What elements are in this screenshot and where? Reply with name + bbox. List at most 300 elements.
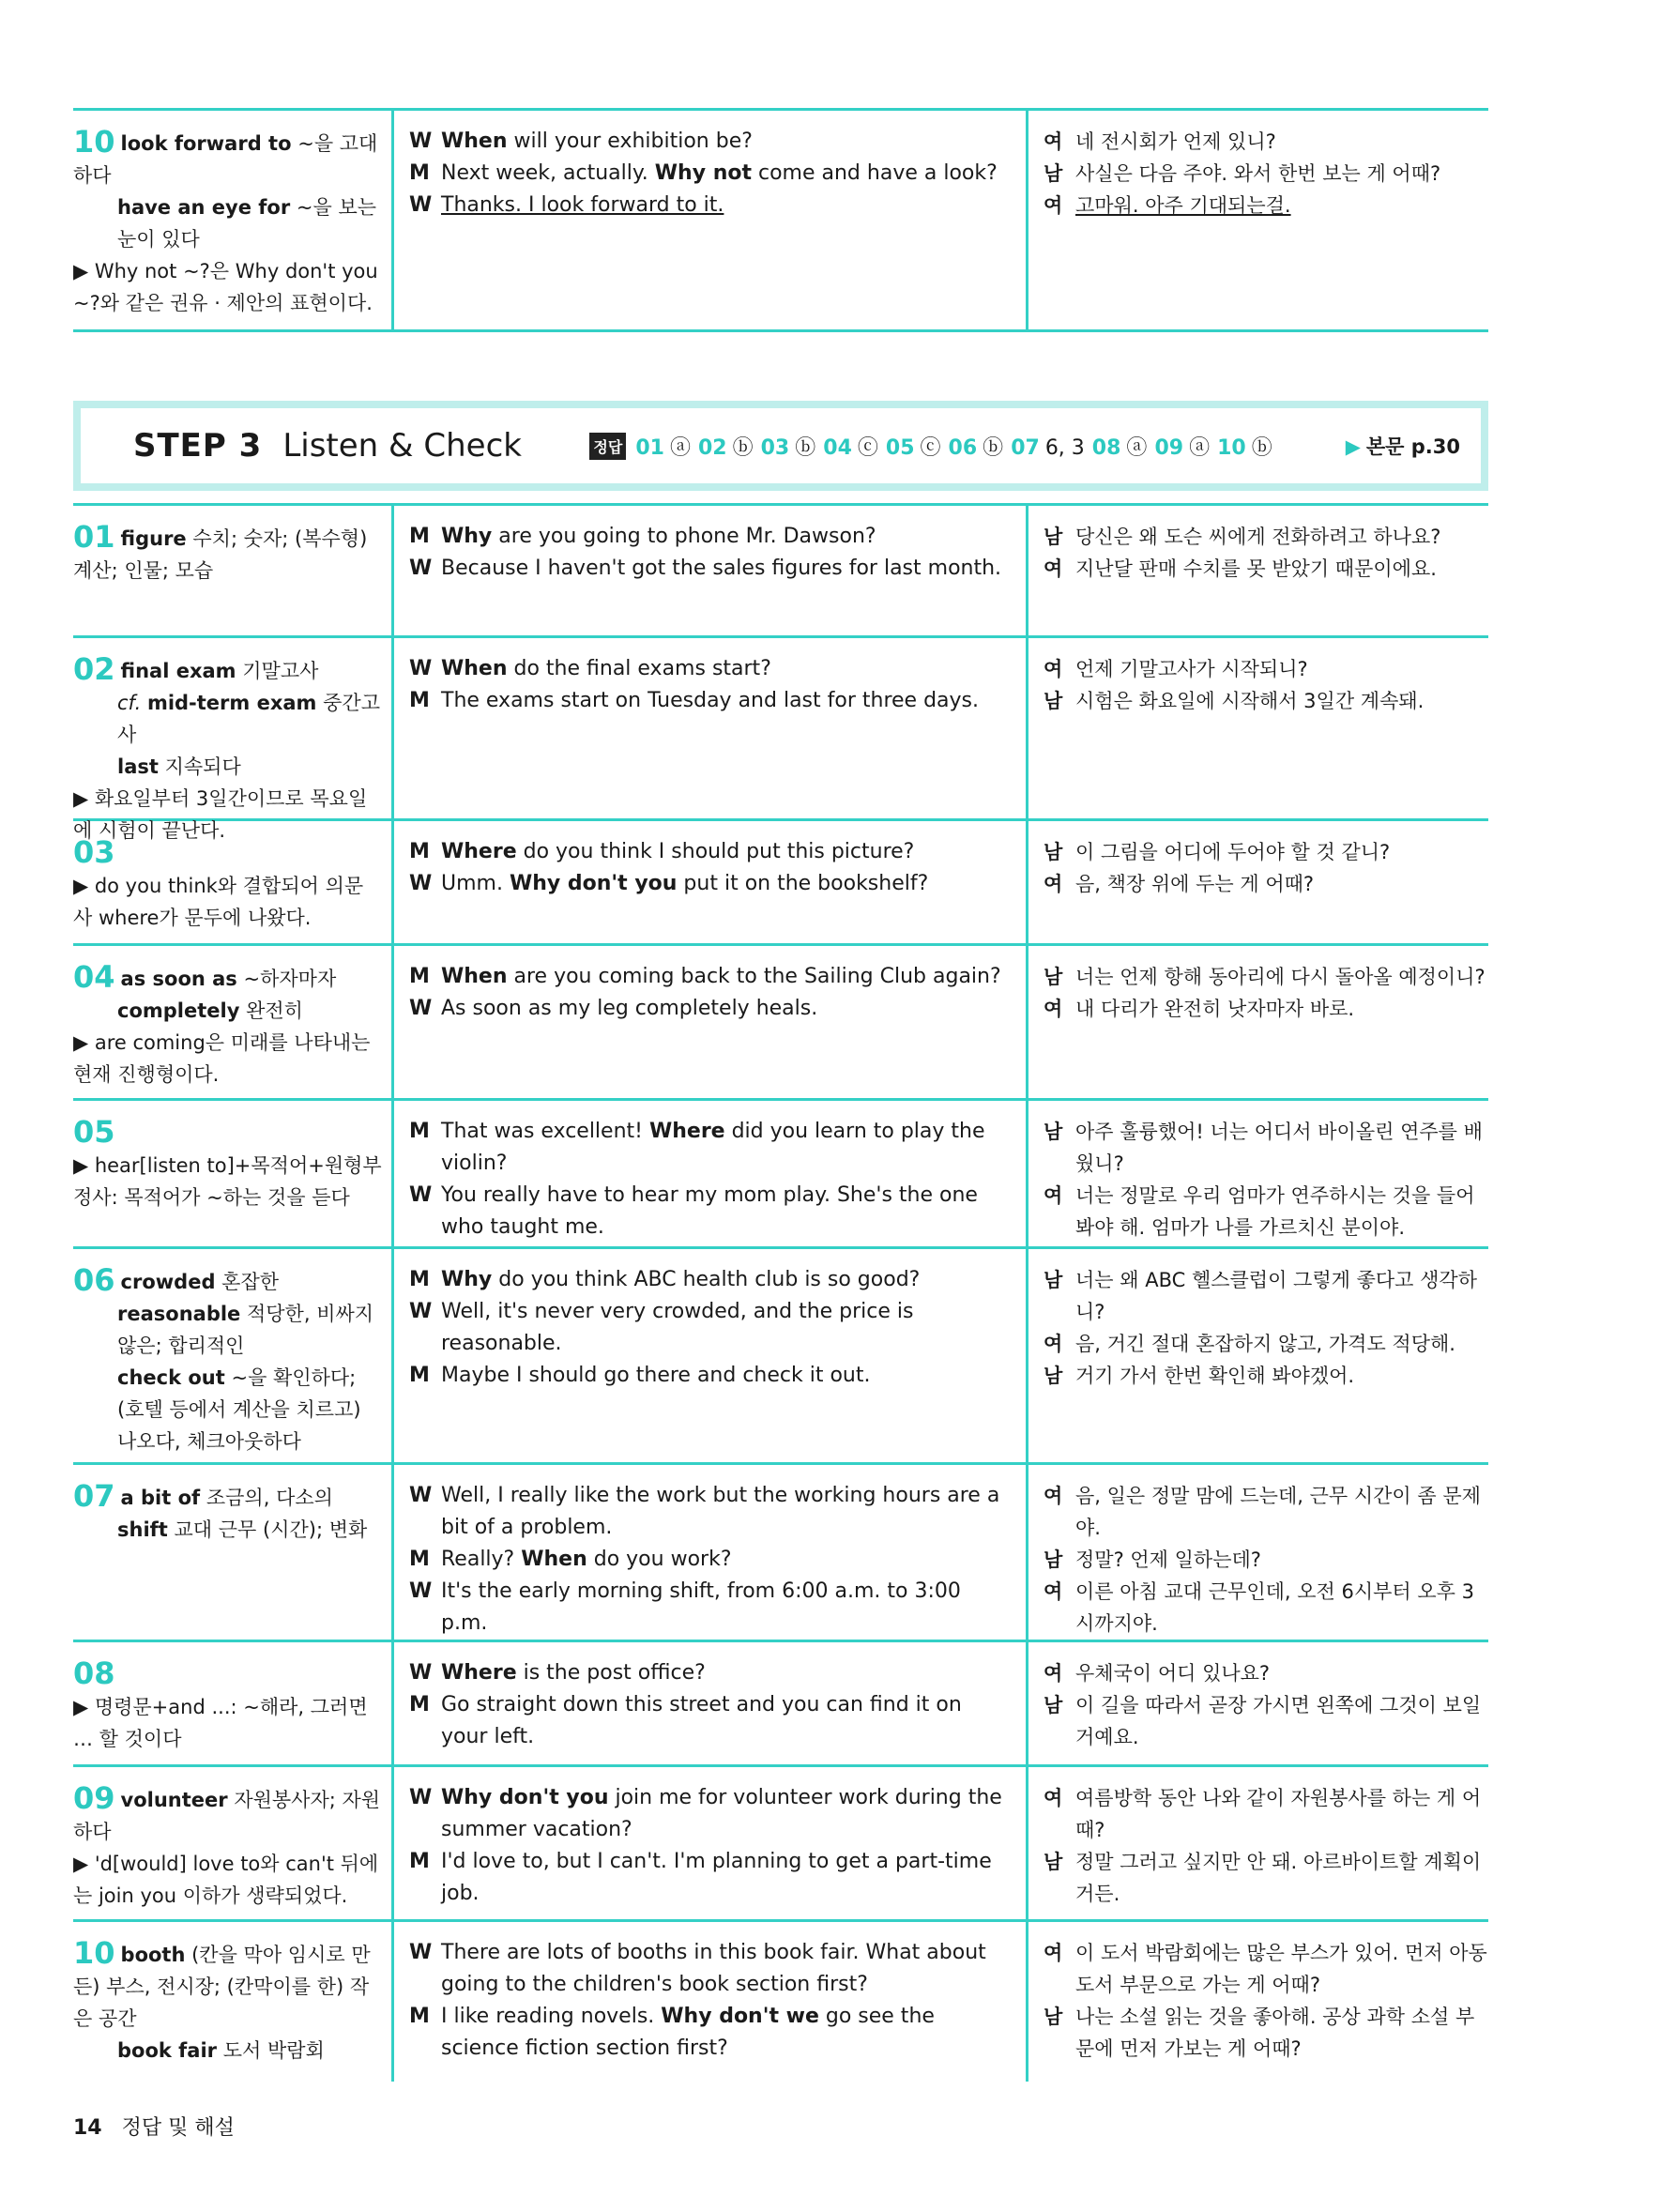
dialogue-cell — [394, 111, 1028, 329]
speaker-label: W — [409, 130, 433, 153]
vocab-line — [73, 1264, 382, 1298]
translation-cell — [1028, 1465, 1488, 1640]
dialogue-line — [409, 158, 1013, 190]
dialogue-line — [409, 1264, 1013, 1296]
dialogue-line — [409, 126, 1013, 158]
dialogue-line — [409, 868, 1013, 900]
vocab-cell — [73, 946, 394, 1098]
translation-text: 너는 왜 ABC 헬스클럽이 그렇게 좋다고 생각하니? — [1075, 1269, 1477, 1323]
vocab-line — [73, 751, 382, 783]
arrow-right-icon: ▶ — [1345, 435, 1361, 458]
vocab-meaning: ~을 보는 눈이 있다 — [117, 196, 377, 251]
entry-number: 09 — [73, 1780, 115, 1816]
question-word: When — [521, 1548, 587, 1571]
vocab-line — [73, 1362, 382, 1457]
dialogue-text — [441, 993, 1013, 1025]
vocab-meaning: ~하자마자 — [243, 968, 337, 990]
dialogue-cell — [394, 946, 1028, 1098]
dialogue-rest: There are lots of booths in this book fair. What about going to the children's book section first? — [441, 1941, 986, 1996]
speaker-label-ko: 여 — [1044, 1580, 1063, 1603]
answer-number: 09 — [1154, 435, 1184, 460]
dialogue-line — [409, 1846, 1013, 1910]
dialogue-text — [441, 1782, 1013, 1846]
speaker-label: W — [409, 193, 433, 217]
translation-line — [1044, 868, 1488, 900]
entry-number: 05 — [73, 1114, 115, 1150]
question-word: When — [441, 657, 508, 680]
answer-item — [1011, 436, 1085, 460]
dialogue-text — [441, 126, 1013, 158]
vocab-meaning: 완전히 — [246, 999, 303, 1022]
dialogue-line — [409, 2001, 1013, 2065]
speaker-label-ko: 여 — [1044, 658, 1063, 680]
vocab-term: figure — [120, 527, 187, 550]
vocab-cell — [73, 111, 394, 329]
translation-text: 시험은 화요일에 시작해서 3일간 계속돼. — [1075, 690, 1425, 712]
answer-item — [1092, 436, 1148, 460]
vocab-term: reasonable — [117, 1303, 241, 1325]
dialogue-text — [441, 961, 1013, 993]
vocab-line — [73, 836, 382, 870]
question-word: Why don't you — [509, 872, 678, 895]
dialogue-cell — [394, 506, 1028, 635]
translation-cell — [1028, 506, 1488, 635]
dialogue-cell — [394, 821, 1028, 943]
footer-label: 정답 및 해설 — [121, 2116, 235, 2140]
dialogue-text — [441, 1116, 1013, 1180]
dialogue-text — [441, 685, 1013, 717]
vocab-line — [73, 191, 382, 255]
dialogue-line — [409, 685, 1013, 717]
vocab-term: final exam — [120, 660, 236, 682]
translation-line — [1044, 1937, 1488, 2001]
answer-number: 02 — [697, 435, 727, 460]
vocab-line — [73, 521, 382, 587]
dialogue-text — [441, 521, 1013, 553]
speaker-label: M — [409, 525, 430, 548]
translation-line — [1044, 553, 1488, 585]
vocab-meaning: 조금의, 다소의 — [206, 1487, 333, 1509]
dialogue-pre: Umm. — [441, 872, 510, 895]
dialogue-rest: do you think ABC health club is so good? — [492, 1268, 921, 1291]
vocab-line — [73, 1298, 382, 1362]
question-word: Why don't you — [441, 1786, 609, 1809]
translation-line — [1044, 993, 1488, 1025]
step-title: STEP 3 — [133, 427, 263, 465]
speaker-label: M — [409, 965, 430, 988]
dialogue-rest: do you work? — [587, 1548, 732, 1571]
speaker-label-ko: 남 — [1044, 1851, 1063, 1873]
answer-value: ⓑ — [732, 435, 754, 460]
dialogue-cell — [394, 1249, 1028, 1462]
question-word: Where — [441, 1661, 517, 1685]
grammar-note: ▶ 명령문+and ...: ~해라, 그러면 … 할 것이다 — [73, 1696, 368, 1750]
dialogue-rest: You really have to hear my mom play. She's the one who taught me. — [441, 1183, 978, 1239]
dialogue-line — [409, 1657, 1013, 1689]
answer-value: 6, 3 — [1044, 435, 1085, 460]
speaker-label: M — [409, 840, 430, 863]
question-word: Why — [441, 525, 493, 548]
answer-number: 08 — [1091, 435, 1121, 460]
translation-line — [1044, 1576, 1488, 1640]
speaker-label-ko: 여 — [1044, 998, 1063, 1020]
answer-value: ⓐ — [1189, 435, 1211, 460]
vocab-cell — [73, 1922, 394, 2082]
vocab-term: as soon as — [120, 968, 237, 990]
vocab-line — [73, 1937, 382, 2035]
speaker-label: M — [409, 1548, 430, 1571]
entries-table — [73, 503, 1488, 2082]
vocab-term: booth — [120, 1944, 186, 1966]
dialogue-text — [441, 1689, 1013, 1753]
answer-number: 06 — [948, 435, 978, 460]
dialogue-line — [409, 1480, 1013, 1544]
dialogue-rest: come and have a look? — [752, 161, 998, 185]
vocab-term: a bit of — [120, 1487, 201, 1509]
translation-text: 당신은 왜 도슨 씨에게 전화하려고 하나요? — [1075, 526, 1441, 548]
translation-text: 지난달 판매 수치를 못 받았기 때문이에요. — [1075, 557, 1437, 580]
entry-row — [73, 946, 1488, 1101]
entry-number: 10 — [73, 124, 115, 160]
speaker-label-ko: 여 — [1044, 1333, 1063, 1355]
translation-line — [1044, 685, 1488, 717]
speaker-label-ko: 남 — [1044, 1269, 1063, 1291]
grammar-note: ▶ 'd[would] love to와 can't 뒤에는 join you 이하가 생략되었다. — [73, 1853, 379, 1907]
speaker-label-ko: 남 — [1044, 526, 1063, 548]
vocab-cell — [73, 821, 394, 943]
translation-text: 내 다리가 완전히 낫자마자 바로. — [1075, 998, 1355, 1020]
entry-row — [73, 821, 1488, 946]
translation-text: 아주 훌륭했어! 너는 어디서 바이올린 연주를 배웠니? — [1075, 1121, 1483, 1175]
entry-row — [73, 1922, 1488, 2082]
vocab-meaning: 적당한, 비싸지 않은; 합리적인 — [117, 1303, 374, 1357]
translation-line — [1044, 1116, 1488, 1180]
entry-number: 06 — [73, 1262, 115, 1298]
translation-line — [1044, 1264, 1488, 1328]
speaker-label: M — [409, 1120, 430, 1143]
translation-text: 너는 언제 항해 동아리에 다시 돌아올 예정이니? — [1075, 966, 1486, 988]
dialogue-line — [409, 1544, 1013, 1576]
speaker-label-ko: 여 — [1044, 130, 1063, 153]
vocab-line — [73, 687, 382, 751]
entry-row — [73, 1767, 1488, 1922]
translation-line — [1044, 1544, 1488, 1576]
page-footer — [73, 2112, 235, 2141]
translation-cell — [1028, 1101, 1488, 1246]
dialogue-rest: Maybe I should go there and check it out. — [441, 1364, 871, 1387]
dialogue-rest: put it on the bookshelf? — [677, 872, 929, 895]
speaker-label: W — [409, 1661, 433, 1685]
speaker-label: M — [409, 689, 430, 712]
vocab-line — [73, 995, 382, 1027]
translation-text: 나는 소설 읽는 것을 좋아해. 공상 과학 소설 부문에 먼저 가보는 게 어때? — [1075, 2006, 1475, 2060]
translation-text: 음, 일은 정말 맘에 드는데, 근무 시간이 좀 문제야. — [1075, 1485, 1481, 1539]
dialogue-text — [441, 1360, 1013, 1392]
dialogue-text — [441, 1937, 1013, 2001]
translation-text: 음, 거긴 절대 혼잡하지 않고, 가격도 적당해. — [1075, 1333, 1455, 1355]
answer-underline: 고마워. 아주 기대되는걸. — [1075, 194, 1291, 217]
speaker-label-ko: 남 — [1044, 1365, 1063, 1387]
answer-value: ⓑ — [1251, 435, 1272, 460]
answer-key — [589, 432, 1279, 461]
dialogue-text — [441, 836, 1013, 868]
translation-cell — [1028, 946, 1488, 1098]
vocab-term: last — [117, 755, 159, 778]
answer-number: 01 — [635, 435, 664, 460]
speaker-label-ko: 남 — [1044, 966, 1063, 988]
dialogue-rest: The exams start on Tuesday and last for three days. — [441, 689, 979, 712]
vocab-line — [73, 961, 382, 995]
answer-value: ⓒ — [857, 435, 878, 460]
translation-text: 정말? 언제 일하는데? — [1075, 1548, 1261, 1571]
dialogue-line — [409, 1360, 1013, 1392]
grammar-note: ▶ do you think와 결합되어 의문사 where가 문두에 나왔다. — [73, 875, 364, 929]
answer-value: ⓑ — [983, 435, 1004, 460]
translation-text: 네 전시회가 언제 있니? — [1075, 130, 1276, 153]
answer-item — [698, 436, 754, 460]
step-banner — [73, 401, 1488, 491]
translation-line — [1044, 836, 1488, 868]
question-word: Why not — [654, 161, 752, 185]
vocab-cell — [73, 1767, 394, 1919]
translation-line — [1044, 1180, 1488, 1243]
answer-value: ⓑ — [795, 435, 816, 460]
question-word: Why don't we — [661, 2005, 819, 2028]
question-word: When — [441, 130, 508, 153]
speaker-label: M — [409, 1693, 430, 1716]
dialogue-rest: I'd love to, but I can't. I'm planning to get a part-time job. — [441, 1850, 992, 1905]
entry-number: 01 — [73, 519, 115, 555]
answer-item — [949, 436, 1004, 460]
vocab-line — [73, 1116, 382, 1150]
speaker-label-ko: 남 — [1044, 1694, 1063, 1716]
vocab-term: book fair — [117, 2039, 218, 2062]
vocab-term: crowded — [120, 1271, 216, 1293]
speaker-label: W — [409, 657, 433, 680]
dialogue-line — [409, 993, 1013, 1025]
answer-value: ⓐ — [1126, 435, 1148, 460]
vocab-cell — [73, 638, 394, 842]
vocab-line — [73, 1782, 382, 1848]
vocab-meaning: 도서 박람회 — [222, 2039, 325, 2062]
speaker-label-ko: 남 — [1044, 1121, 1063, 1143]
translation-cell — [1028, 1642, 1488, 1764]
translation-text: 이 길을 따라서 곧장 가시면 왼쪽에 그것이 보일 거예요. — [1075, 1694, 1482, 1748]
entry-row — [73, 1101, 1488, 1249]
translation-text: 사실은 다음 주야. 와서 한번 보는 게 어때? — [1075, 162, 1441, 185]
vocab-line — [73, 1514, 382, 1546]
dialogue-text — [441, 158, 1013, 190]
dialogue-pre: Really? — [441, 1548, 522, 1571]
dialogue-text — [441, 1544, 1013, 1576]
dialogue-text — [441, 2001, 1013, 2065]
translation-line — [1044, 653, 1488, 685]
translation-text: 우체국이 어디 있나요? — [1075, 1662, 1271, 1685]
dialogue-text — [441, 1264, 1013, 1296]
page-reference — [1346, 432, 1460, 460]
dialogue-line — [409, 521, 1013, 553]
dialogue-text — [441, 1846, 1013, 1910]
translation-text: 너는 정말로 우리 엄마가 연주하시는 것을 들어봐야 해. 엄마가 나를 가르치신 분이야. — [1075, 1184, 1475, 1239]
dialogue-line — [409, 553, 1013, 585]
speaker-label-ko: 여 — [1044, 557, 1063, 580]
vocab-line — [73, 1480, 382, 1514]
dialogue-rest: will your exhibition be? — [507, 130, 753, 153]
translation-line — [1044, 1360, 1488, 1392]
vocab-meaning: (칸을 막아 임시로 만든) 부스, 전시장; (칸막이를 한) 작은 공간 — [73, 1944, 371, 2030]
speaker-label-ko: 여 — [1044, 194, 1063, 217]
question-word: Where — [441, 840, 517, 863]
speaker-label-ko: 남 — [1044, 690, 1063, 712]
dialogue-pre: I like reading novels. — [441, 2005, 662, 2028]
dialogue-rest: join me for volunteer work during the summer vacation? — [441, 1786, 1002, 1841]
vocab-line — [73, 126, 382, 191]
speaker-label-ko: 남 — [1044, 162, 1063, 185]
grammar-note: ▶ Why not ~?은 Why don't you ~?와 같은 권유 · 제안의 표현이다. — [73, 260, 378, 314]
translation-line — [1044, 961, 1488, 993]
grammar-note: ▶ 화요일부터 3일간이므로 목요일에 시험이 끝난다. — [73, 787, 368, 842]
speaker-label: W — [409, 872, 433, 895]
vocab-cell — [73, 1642, 394, 1764]
dialogue-line — [409, 653, 1013, 685]
entry-row — [73, 1249, 1488, 1465]
dialogue-text — [441, 1296, 1013, 1360]
answer-value: ⓐ — [669, 435, 691, 460]
cf-marker: cf. — [117, 692, 142, 714]
speaker-label: W — [409, 1484, 433, 1507]
translation-cell — [1028, 1249, 1488, 1462]
vocab-cell — [73, 1249, 394, 1462]
vocab-cell — [73, 506, 394, 635]
translation-text: 음, 책장 위에 두는 게 어때? — [1075, 873, 1315, 895]
translation-line — [1044, 1782, 1488, 1846]
speaker-label: W — [409, 1183, 433, 1207]
translation-line — [1044, 1689, 1488, 1753]
dialogue-pre: That was excellent! — [441, 1120, 649, 1143]
speaker-label: W — [409, 1786, 433, 1809]
answer-number: 03 — [760, 435, 790, 460]
vocab-term: completely — [117, 999, 240, 1022]
speaker-label-ko: 여 — [1044, 1184, 1063, 1207]
vocab-term: check out — [117, 1366, 225, 1389]
grammar-note: ▶ are coming은 미래를 나타내는 현재 진행형이다. — [73, 1031, 371, 1086]
answer-number: 10 — [1217, 435, 1246, 460]
question-word: Where — [648, 1120, 725, 1143]
vocab-term: look forward to — [120, 132, 292, 155]
question-word: When — [441, 965, 508, 988]
speaker-label-ko: 남 — [1044, 2006, 1063, 2028]
translation-line — [1044, 158, 1488, 190]
vocab-meaning: 혼잡한 — [221, 1271, 280, 1293]
top-entry-table — [73, 108, 1488, 332]
dialogue-text — [441, 653, 1013, 685]
answer-item — [823, 436, 878, 460]
translation-text: 이 그림을 어디에 두어야 할 것 같니? — [1075, 841, 1391, 863]
dialogue-rest: Well, I really like the work but the working hours are a bit of a problem. — [441, 1484, 1000, 1539]
dialogue-pre: Next week, actually. — [441, 161, 655, 185]
entry-row — [73, 506, 1488, 638]
translation-text: 언제 기말고사가 시작되니? — [1075, 658, 1308, 680]
translation-line — [1044, 1846, 1488, 1910]
vocab-cell — [73, 1101, 394, 1246]
translation-cell — [1028, 111, 1488, 329]
translation-text: 이른 아침 교대 근무인데, 오전 6시부터 오후 3시까지야. — [1075, 1580, 1474, 1635]
translation-line — [1044, 126, 1488, 158]
vocab-meaning: ~을 고대하다 — [73, 132, 378, 187]
dialogue-rest: Because I haven't got the sales figures for last month. — [441, 557, 1002, 580]
dialogue-cell — [394, 638, 1028, 818]
vocab-term: have an eye for — [117, 196, 291, 219]
vocab-term: shift — [117, 1518, 168, 1541]
speaker-label-ko: 여 — [1044, 873, 1063, 895]
translation-cell — [1028, 1922, 1488, 2082]
dialogue-rest: go see the science fiction section first? — [441, 2005, 935, 2060]
dialogue-text — [441, 553, 1013, 585]
speaker-label-ko: 남 — [1044, 1548, 1063, 1571]
answer-list — [635, 432, 1279, 461]
dialogue-cell — [394, 1642, 1028, 1764]
speaker-label-ko: 여 — [1044, 1942, 1063, 1964]
dialogue-rest: is the post office? — [516, 1661, 706, 1685]
entry-number: 02 — [73, 651, 115, 687]
speaker-label: M — [409, 1268, 430, 1291]
entry-number: 03 — [73, 834, 115, 870]
answer-item — [1154, 436, 1210, 460]
answer-item — [1217, 436, 1272, 460]
question-word: Why — [441, 1268, 493, 1291]
vocab-meaning: 수치; 숫자; (복수형) 계산; 인물; 모습 — [73, 527, 368, 582]
dialogue-text — [441, 1180, 1013, 1243]
speaker-label: W — [409, 557, 433, 580]
answer-value: ⓒ — [920, 435, 941, 460]
translation-text: 정말 그러고 싶지만 안 돼. 아르바이트할 계획이거든. — [1075, 1851, 1482, 1905]
entry-row — [73, 638, 1488, 842]
dialogue-rest: do the final exams start? — [507, 657, 771, 680]
answer-number: 07 — [1011, 435, 1040, 460]
dialogue-line — [409, 1180, 1013, 1243]
dialogue-rest: As soon as my leg completely heals. — [441, 997, 818, 1020]
speaker-label: M — [409, 2005, 430, 2028]
vocab-line — [73, 2035, 382, 2067]
translation-text: 여름방학 동안 나와 같이 자원봉사를 하는 게 어때? — [1075, 1787, 1482, 1841]
vocab-meaning: 중간고사 — [117, 692, 380, 746]
vocab-meaning: ~을 확인하다; (호텔 등에서 계산을 치르고) 나오다, 체크아웃하다 — [117, 1366, 361, 1453]
translation-text — [1075, 190, 1488, 221]
dialogue-line — [409, 1116, 1013, 1180]
page-number: 14 — [73, 2116, 102, 2140]
answer-item — [761, 436, 816, 460]
translation-line — [1044, 1328, 1488, 1360]
speaker-label: W — [409, 1941, 433, 1964]
speaker-label: W — [409, 1579, 433, 1603]
translation-line — [1044, 1480, 1488, 1544]
entry-number: 07 — [73, 1478, 115, 1514]
dialogue-line — [409, 836, 1013, 868]
translation-line — [1044, 1657, 1488, 1689]
speaker-label-ko: 여 — [1044, 1662, 1063, 1685]
translation-text: 거기 가서 한번 확인해 봐야겠어. — [1075, 1365, 1355, 1387]
dialogue-rest: It's the early morning shift, from 6:00 a.m. to 3:00 p.m. — [441, 1579, 961, 1635]
dialogue-text — [441, 868, 1013, 900]
vocab-term: mid-term exam — [146, 692, 317, 714]
top-entry-row — [73, 111, 1488, 332]
vocab-term: volunteer — [120, 1789, 228, 1811]
dialogue-line — [409, 1782, 1013, 1846]
vocab-line — [73, 1657, 382, 1691]
dialogue-line — [409, 190, 1013, 221]
speaker-label: M — [409, 1850, 430, 1873]
translation-cell — [1028, 821, 1488, 943]
